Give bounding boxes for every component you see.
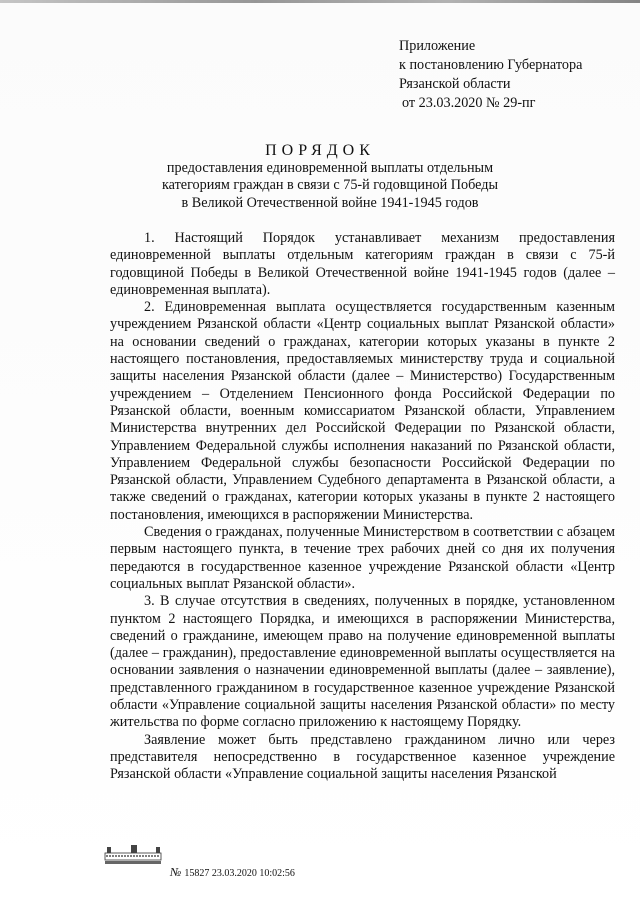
annex-line-4: от 23.03.2020 № 29-пг [402, 95, 536, 111]
paragraph-4: 3. В случае отсутствия в сведениях, полученных в порядке, установленном пунктом 2 настоящего Порядка, и имеющихся в распоряжении Министерства, сведений о гражданине, имеющем право на получение единовременной выплаты (далее – гражданин), предоставление единовременной выплаты осуществляется на основании заявления о назначении единовременной выплаты (далее – заявление), представленного гражданином в государственное казенное учреждение Рязанской области «Управление социальной защиты населения Рязанской области» по месту жительства по форме согласно приложению к настоящему Порядку. [110, 593, 615, 731]
paragraph-1: 1. Настоящий Порядок устанавливает механизм предоставления единовременной выплаты отдельным категориям граждан в связи с 75-й годовщиной Победы в Великой Отечественной войне 1941-1945 годов (далее – единовременная выплата). [110, 230, 615, 298]
subtitle-line-1: предоставления единовременной выплаты отдельным [166, 160, 494, 176]
subtitle-line-3: в Великой Отечественной войне 1941-1945 годов [181, 194, 479, 211]
document-number [170, 865, 295, 880]
document-body [110, 230, 615, 784]
paragraph-5: Заявление может быть представлено гражданином лично или через представителя непосредственно в государственное казенное учреждение Рязанской области «Управление социальной защиты населения Рязанской [110, 731, 615, 783]
document-title: ПОРЯДОК [265, 142, 375, 159]
annex-line-1: Приложение [399, 38, 476, 54]
number-symbol: № [170, 865, 182, 879]
registration-stamp-icon [104, 845, 164, 865]
document-number-text: 15827 23.03.2020 10:02:56 [184, 868, 295, 879]
paragraph-3: Сведения о гражданах, полученные Министерством в соответствии с абзацем первым настоящего пункта, в течение трех рабочих дней со дня их получения передаются в государственное казенное учреждение Рязанской области «Центр социальных выплат Рязанской области». [110, 524, 615, 592]
document-subtitle [120, 160, 540, 212]
annex-block [399, 37, 629, 113]
scan-edge [0, 0, 640, 3]
subtitle-line-2: категориям граждан в связи с 75-й годовщиной Победы [161, 177, 499, 194]
annex-line-2: к постановлению Губернатора [399, 57, 583, 73]
paragraph-2: 2. Единовременная выплата осуществляется государственным казенным учреждением Рязанской области «Центр социальных выплат Рязанской области» на основании сведений о гражданах, категории которых указаны в пункте 2 настоящего постановления, предоставляемых министерству труда и социальной защиты населения Рязанской области (далее – Министерство) Государственным учреждением – Отделением Пенсионного фонда Российской Федерации по Рязанской области, военным комиссариатом Рязанской области, Управлением Министерства внутренних дел Российской Федерации по Рязанской области, Управлением Федеральной службы исполнения наказаний по Рязанской области, Управлением Федеральной службы безопасности Российской Федерации по Рязанской области, Управлением Судебного департамента в Рязанской области, а также сведений о гражданах, категории которых указаны в пункте 2 настоящего постановления, имеющихся в распоряжении Министерства. [110, 299, 615, 523]
annex-line-3: Рязанской области [399, 76, 511, 92]
